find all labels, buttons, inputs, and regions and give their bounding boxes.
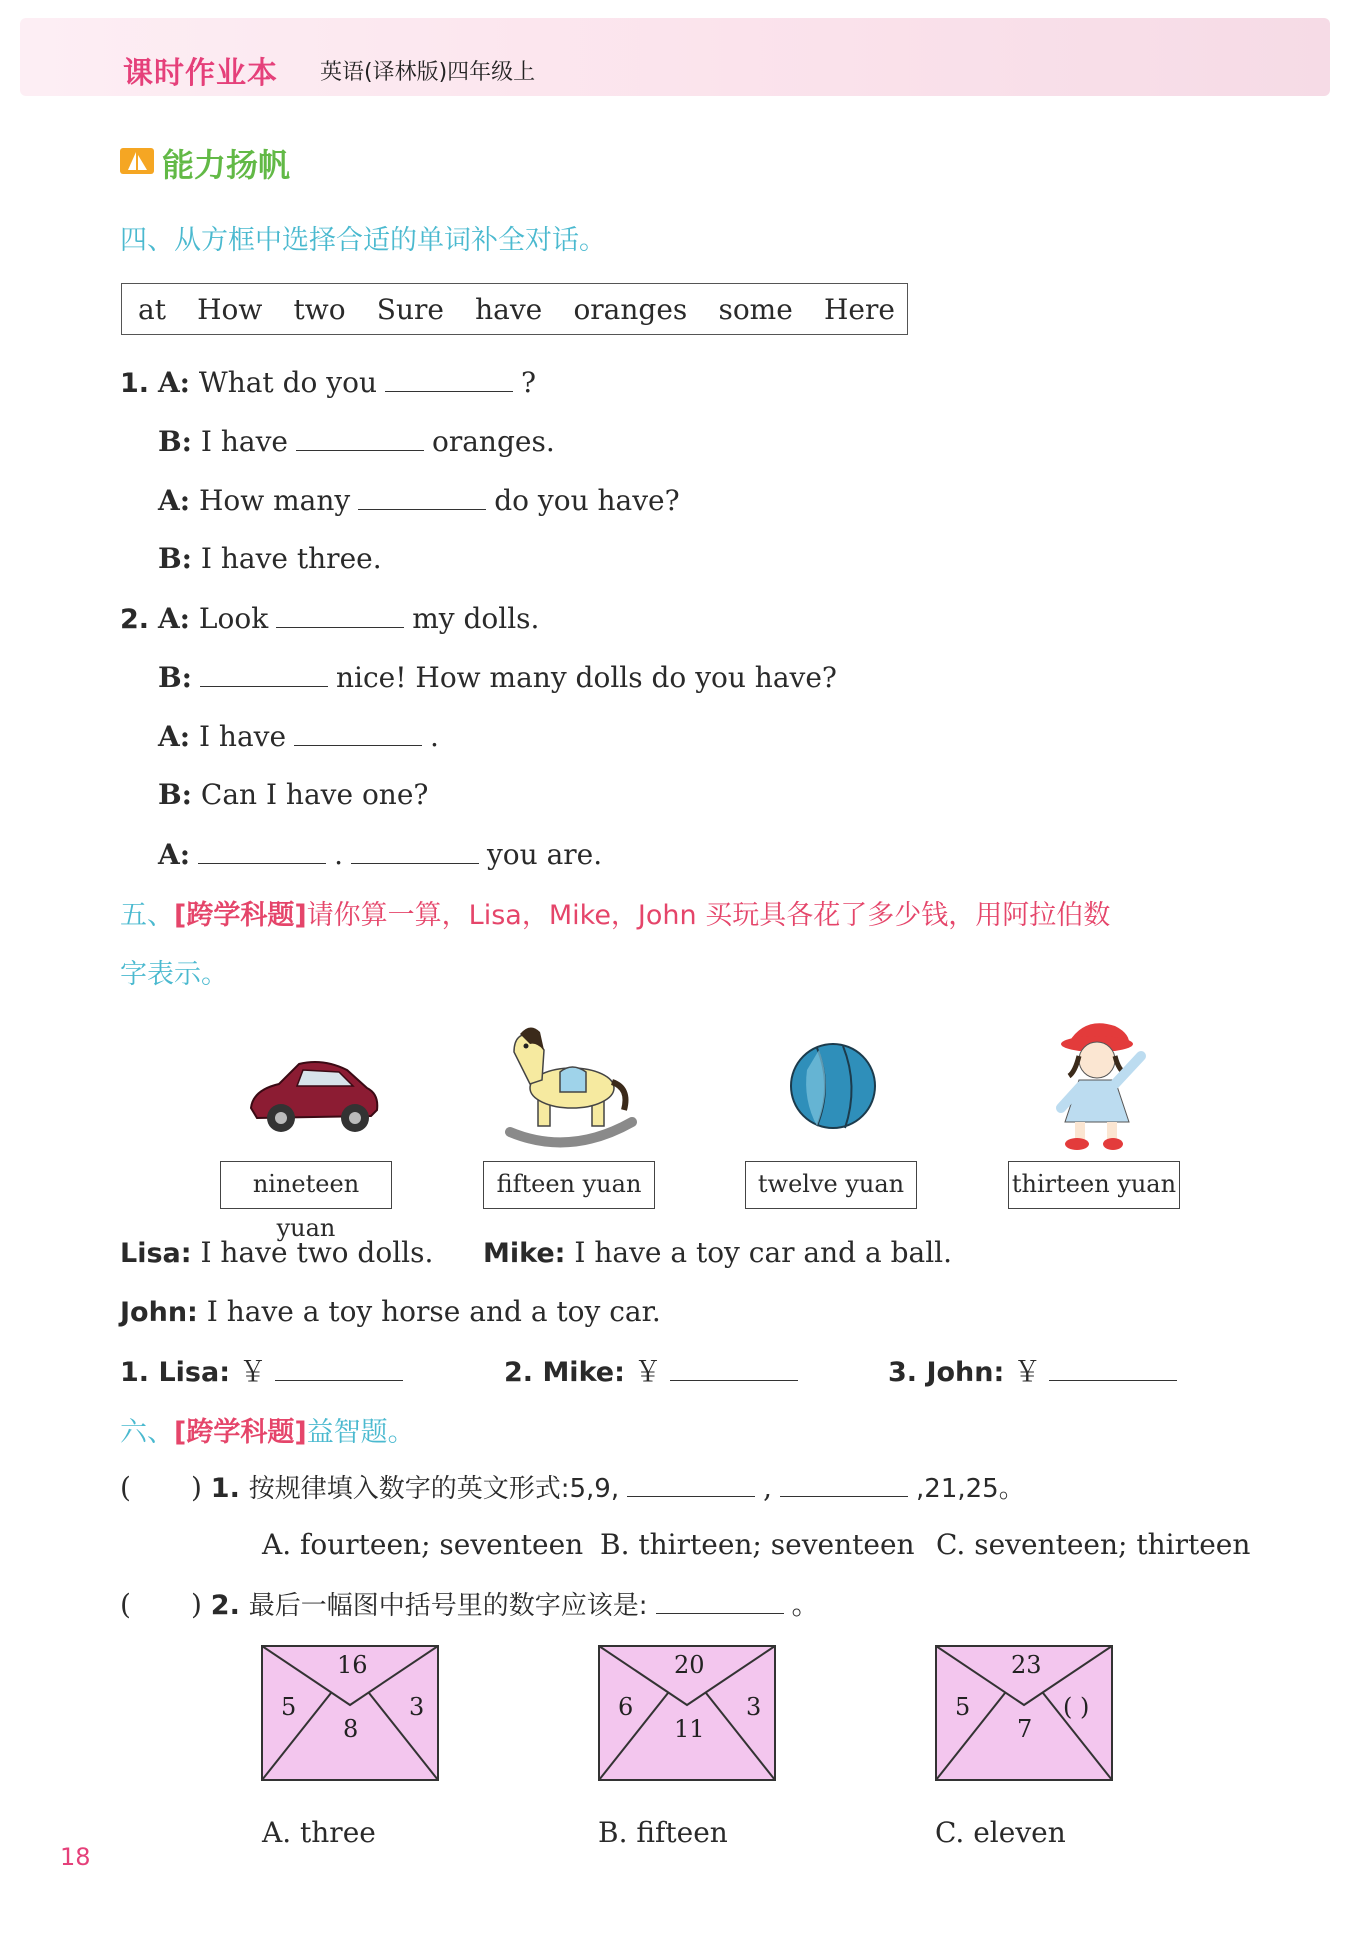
word-bank [121,283,908,335]
q6-problem-1: ( ) 1. 按规律填入数字的英文形式:5,9, , ,21,25。 [120,1471,1025,1504]
answer-lisa: 1. Lisa: ￥ [120,1354,411,1390]
john-statement: John: I have a toy horse and a toy car. [120,1295,661,1328]
word-bank-item: oranges [573,292,688,326]
price-label: nineteen yuan [220,1161,392,1209]
q6-p2-option-c[interactable]: C. eleven [935,1816,1066,1849]
d2-line-2: B: nice! How many dolls do you have? [158,661,837,694]
toy-car-icon [243,1050,383,1140]
envelope-bottom-number: 7 [1017,1715,1033,1743]
answer-john: 3. John: ￥ [888,1354,1185,1390]
envelope-bottom-number: 8 [343,1715,359,1743]
answer-blank[interactable] [275,1354,403,1381]
d2-line-1: 2. A: Look my dolls. [120,602,540,635]
word-bank-item: Sure [376,292,444,326]
d2-line-5: A: . you are. [158,838,603,871]
envelope-top-number: 23 [1011,1651,1042,1679]
section-title: 能力扬帆 [162,146,291,184]
answer-blank[interactable] [1049,1354,1177,1381]
q6-p2-option-b[interactable]: B. fifteen [598,1816,728,1849]
q6-problem-2: ( ) 2. 最后一幅图中括号里的数字应该是: 。 [120,1588,820,1621]
q6-p1-option-b[interactable]: B. thirteen; seventeen [600,1528,915,1561]
answer-blank[interactable] [200,660,328,687]
envelope-puzzle [935,1645,1113,1781]
q6-p1-option-c[interactable]: C. seventeen; thirteen [936,1528,1251,1561]
answer-blank[interactable] [670,1354,798,1381]
ball-icon [787,1040,879,1132]
cross-subject-tag: [跨学科题] [174,1417,307,1448]
book-subtitle: 英语(译林版)四年级上 [320,60,536,85]
sail-icon [120,146,154,176]
envelope-puzzle [261,1645,439,1781]
answer-blank[interactable] [276,601,404,628]
answer-blank[interactable] [296,424,424,451]
word-bank-item: some [718,292,793,326]
price-label: twelve yuan [745,1161,917,1209]
d1-line-2: B: I have oranges. [158,425,555,458]
answer-mike: 2. Mike: ￥ [504,1354,806,1390]
word-bank-item: How [197,292,263,326]
answer-blank[interactable] [351,837,479,864]
q5-instruction-cont: 字表示。 [120,959,228,990]
d1-line-1: 1. A: What do you ? [120,366,536,399]
d1-line-4: B: I have three. [158,542,382,575]
answer-blank[interactable] [627,1470,755,1497]
envelope-left-number: 5 [955,1693,971,1721]
rocking-horse-icon [500,1022,640,1150]
answer-blank[interactable] [780,1470,908,1497]
q6-p2-option-a[interactable]: A. three [262,1816,376,1849]
answer-blank[interactable] [656,1587,784,1614]
envelope-top-number: 16 [337,1651,368,1679]
doll-icon [1045,1012,1155,1154]
q4-instruction: 四、从方框中选择合适的单词补全对话。 [120,225,606,256]
d2-line-3: A: I have . [158,720,439,753]
envelope-left-number: 5 [281,1693,297,1721]
envelope-right-number: 3 [409,1693,425,1721]
word-bank-item: Here [823,292,895,326]
price-label: fifteen yuan [483,1161,655,1209]
answer-blank[interactable] [198,837,326,864]
envelope-unknown-number: ( ) [1063,1693,1090,1721]
brand-title: 课时作业本 [123,56,278,91]
word-bank-item: at [138,292,166,326]
envelope-right-number: 3 [746,1693,762,1721]
cross-subject-tag: [跨学科题] [174,900,307,931]
q6-p1-option-a[interactable]: A. fourteen; seventeen [262,1528,584,1561]
lisa-statement: Lisa: I have two dolls. [120,1236,434,1269]
envelope-left-number: 6 [618,1693,634,1721]
q5-instruction: 五、[跨学科题]请你算一算，Lisa，Mike，John 买玩具各花了多少钱，用阿拉伯数 [120,900,1111,931]
answer-blank[interactable] [358,483,486,510]
q6-instruction: 六、[跨学科题]益智题。 [120,1417,415,1448]
d1-line-3: A: How many do you have? [158,484,680,517]
page-number: 18 [60,1843,91,1871]
word-bank-item: have [475,292,543,326]
word-bank-item: two [293,292,346,326]
envelope-bottom-number: 11 [674,1715,705,1743]
envelope-top-number: 20 [674,1651,705,1679]
answer-blank[interactable] [385,365,513,392]
d2-line-4: B: Can I have one? [158,778,429,811]
envelope-puzzle [598,1645,776,1781]
price-label: thirteen yuan [1008,1161,1180,1209]
answer-blank[interactable] [294,719,422,746]
mike-statement: Mike: I have a toy car and a ball. [483,1236,953,1269]
